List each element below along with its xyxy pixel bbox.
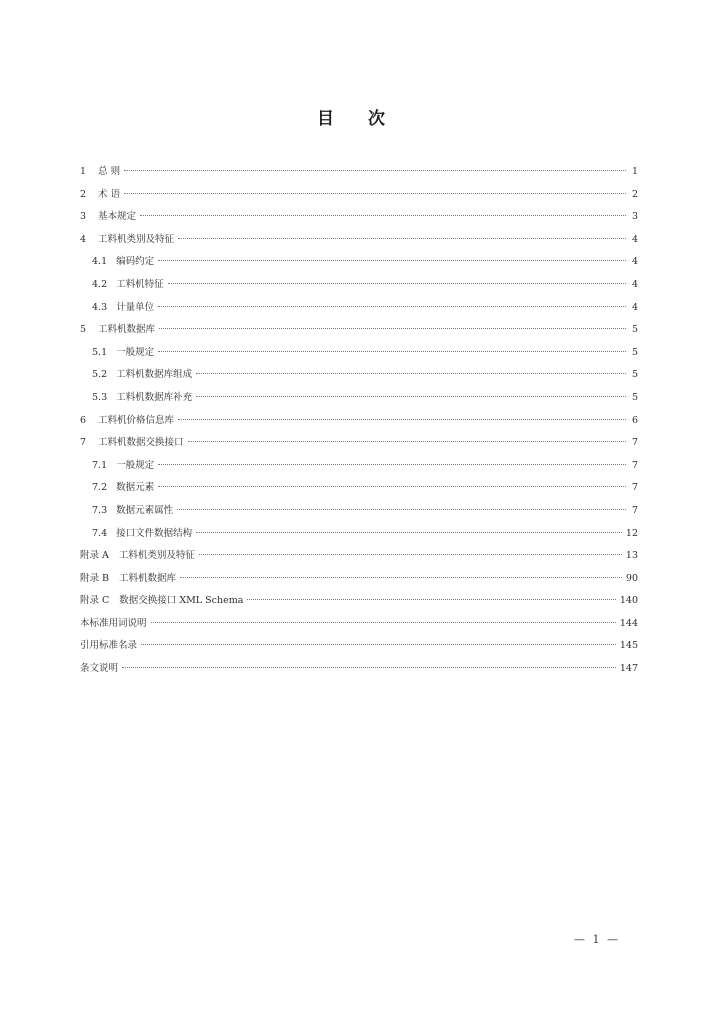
toc-entry-label: 工料机数据交换接口 xyxy=(98,437,184,449)
toc-entry-label: 引用标准名录 xyxy=(80,640,138,652)
toc-dot-leader xyxy=(140,215,626,216)
toc-entry-page: 5 xyxy=(631,324,638,336)
toc-dot-leader xyxy=(177,509,626,510)
toc-dot-leader xyxy=(158,260,626,261)
toc-entry-label: 工料机数据库 xyxy=(119,572,177,584)
toc-entry-number: 5.1 xyxy=(92,346,108,358)
toc-entry[interactable] xyxy=(80,184,638,207)
toc-entry-label: 基本规定 xyxy=(98,211,137,223)
toc-entry-number: 7.4 xyxy=(92,527,108,539)
toc-dot-leader xyxy=(124,170,626,171)
toc-entry-label: 工料机类别及特征 xyxy=(118,550,195,562)
toc-entry[interactable] xyxy=(80,319,638,342)
toc-dot-leader xyxy=(159,328,626,329)
toc-entry-page: 12 xyxy=(625,527,638,539)
toc-dot-leader xyxy=(141,644,616,645)
toc-entry-page: 140 xyxy=(619,595,638,607)
toc-entry-number: 附录 B xyxy=(80,572,110,584)
toc-entry-number: 6 xyxy=(80,414,87,426)
toc-entry-page: 4 xyxy=(631,256,638,268)
toc-entry-number: 附录 C xyxy=(80,595,110,607)
toc-entry-number: 5.2 xyxy=(92,369,108,381)
toc-dot-leader xyxy=(196,373,626,374)
toc-entry[interactable] xyxy=(80,432,638,455)
toc-dot-leader xyxy=(196,532,622,533)
toc-entry-label: 工料机特征 xyxy=(116,278,164,290)
toc-entry-label: 一般规定 xyxy=(116,459,155,471)
toc-entry-page: 7 xyxy=(631,459,638,471)
toc-dot-leader xyxy=(178,419,626,420)
toc-entry-number: 7.2 xyxy=(92,482,108,494)
toc-entry[interactable] xyxy=(80,455,638,478)
toc-entry[interactable] xyxy=(80,568,638,591)
toc-dot-leader xyxy=(178,238,626,239)
toc-entry-label: 数据元素 xyxy=(116,482,155,494)
toc-entry-page: 4 xyxy=(631,278,638,290)
toc-entry[interactable] xyxy=(80,364,638,387)
toc-entry[interactable] xyxy=(80,229,638,252)
toc-entry-number: 3 xyxy=(80,211,87,223)
toc-entry[interactable] xyxy=(80,410,638,433)
page-number-footer: — 1 — xyxy=(574,933,620,946)
toc-entry-number: 2 xyxy=(80,188,87,200)
toc-entry[interactable] xyxy=(80,161,638,184)
toc-entry-number: 7 xyxy=(80,437,87,449)
toc-entry-label: 术 语 xyxy=(98,188,121,200)
toc-entry-page: 7 xyxy=(631,482,638,494)
toc-entry[interactable] xyxy=(80,342,638,365)
toc-entry-label: 接口文件数据结构 xyxy=(116,527,193,539)
toc-entry[interactable] xyxy=(80,500,638,523)
toc-dot-leader xyxy=(158,464,626,465)
toc-entry-page: 90 xyxy=(625,572,638,584)
toc-entry-page: 4 xyxy=(631,233,638,245)
toc-entry[interactable] xyxy=(80,274,638,297)
toc-entry-label: 工料机数据库组成 xyxy=(116,369,193,381)
toc-entry-label: 工料机数据库补充 xyxy=(116,391,193,403)
toc-entry-label: 条文说明 xyxy=(80,663,119,675)
toc-entry-page: 2 xyxy=(631,188,638,200)
toc-entry-number: 5 xyxy=(80,324,87,336)
toc-entry[interactable] xyxy=(80,297,638,320)
toc-dot-leader xyxy=(247,599,615,600)
toc-entry-page: 3 xyxy=(631,211,638,223)
toc-entry-page: 4 xyxy=(631,301,638,313)
toc-entry[interactable] xyxy=(80,523,638,546)
toc-entry-number: 5.3 xyxy=(92,391,108,403)
toc-entry[interactable] xyxy=(80,206,638,229)
toc-entry-page: 6 xyxy=(631,414,638,426)
toc-entry[interactable] xyxy=(80,387,638,410)
toc-entry[interactable] xyxy=(80,590,638,613)
toc-entry-number: 4.1 xyxy=(92,256,108,268)
table-of-contents xyxy=(80,161,638,681)
toc-dot-leader xyxy=(180,577,622,578)
toc-entry-label: 工料机类别及特征 xyxy=(98,233,175,245)
toc-entry-page: 5 xyxy=(631,346,638,358)
toc-entry-number: 4.3 xyxy=(92,301,108,313)
toc-entry-label: 工料机价格信息库 xyxy=(98,414,175,426)
toc-entry[interactable] xyxy=(80,613,638,636)
toc-entry[interactable] xyxy=(80,635,638,658)
toc-entry-label: 本标准用词说明 xyxy=(80,617,147,629)
toc-dot-leader xyxy=(158,306,626,307)
toc-entry-number: 7.1 xyxy=(92,459,108,471)
toc-entry-page: 145 xyxy=(619,640,638,652)
toc-dot-leader xyxy=(122,667,616,668)
toc-dot-leader xyxy=(124,193,626,194)
toc-entry[interactable] xyxy=(80,477,638,500)
toc-entry-page: 5 xyxy=(631,369,638,381)
toc-dot-leader xyxy=(199,554,622,555)
toc-entry[interactable] xyxy=(80,658,638,681)
toc-dot-leader xyxy=(188,441,626,442)
toc-entry-number: 1 xyxy=(80,166,87,177)
toc-entry-number: 7.3 xyxy=(92,504,108,516)
toc-dot-leader xyxy=(158,486,626,487)
toc-entry-label: 数据交换接口 XML Schema xyxy=(119,595,244,607)
toc-entry-page: 7 xyxy=(631,504,638,516)
toc-entry[interactable] xyxy=(80,545,638,568)
toc-dot-leader xyxy=(151,622,616,623)
toc-entry-label: 工料机数据库 xyxy=(98,324,156,336)
toc-dot-leader xyxy=(196,396,626,397)
toc-entry-number: 附录 A xyxy=(80,550,109,562)
toc-entry-label: 计量单位 xyxy=(116,301,155,313)
toc-entry-page: 5 xyxy=(631,391,638,403)
toc-entry[interactable] xyxy=(80,251,638,274)
page-title: 目 次 xyxy=(317,109,399,129)
toc-entry-page: 13 xyxy=(625,550,638,562)
toc-entry-page: 1 xyxy=(631,166,638,177)
toc-entry-label: 编码约定 xyxy=(116,256,155,268)
toc-dot-leader xyxy=(158,351,626,352)
toc-dot-leader xyxy=(168,283,626,284)
toc-entry-page: 147 xyxy=(619,663,638,675)
toc-entry-page: 7 xyxy=(631,437,638,449)
toc-entry-label: 总 则 xyxy=(98,166,121,177)
toc-entry-label: 数据元素属性 xyxy=(116,504,174,516)
toc-entry-label: 一般规定 xyxy=(116,346,155,358)
toc-entry-number: 4 xyxy=(80,233,87,245)
toc-entry-number: 4.2 xyxy=(92,278,108,290)
toc-entry-page: 144 xyxy=(619,617,638,629)
